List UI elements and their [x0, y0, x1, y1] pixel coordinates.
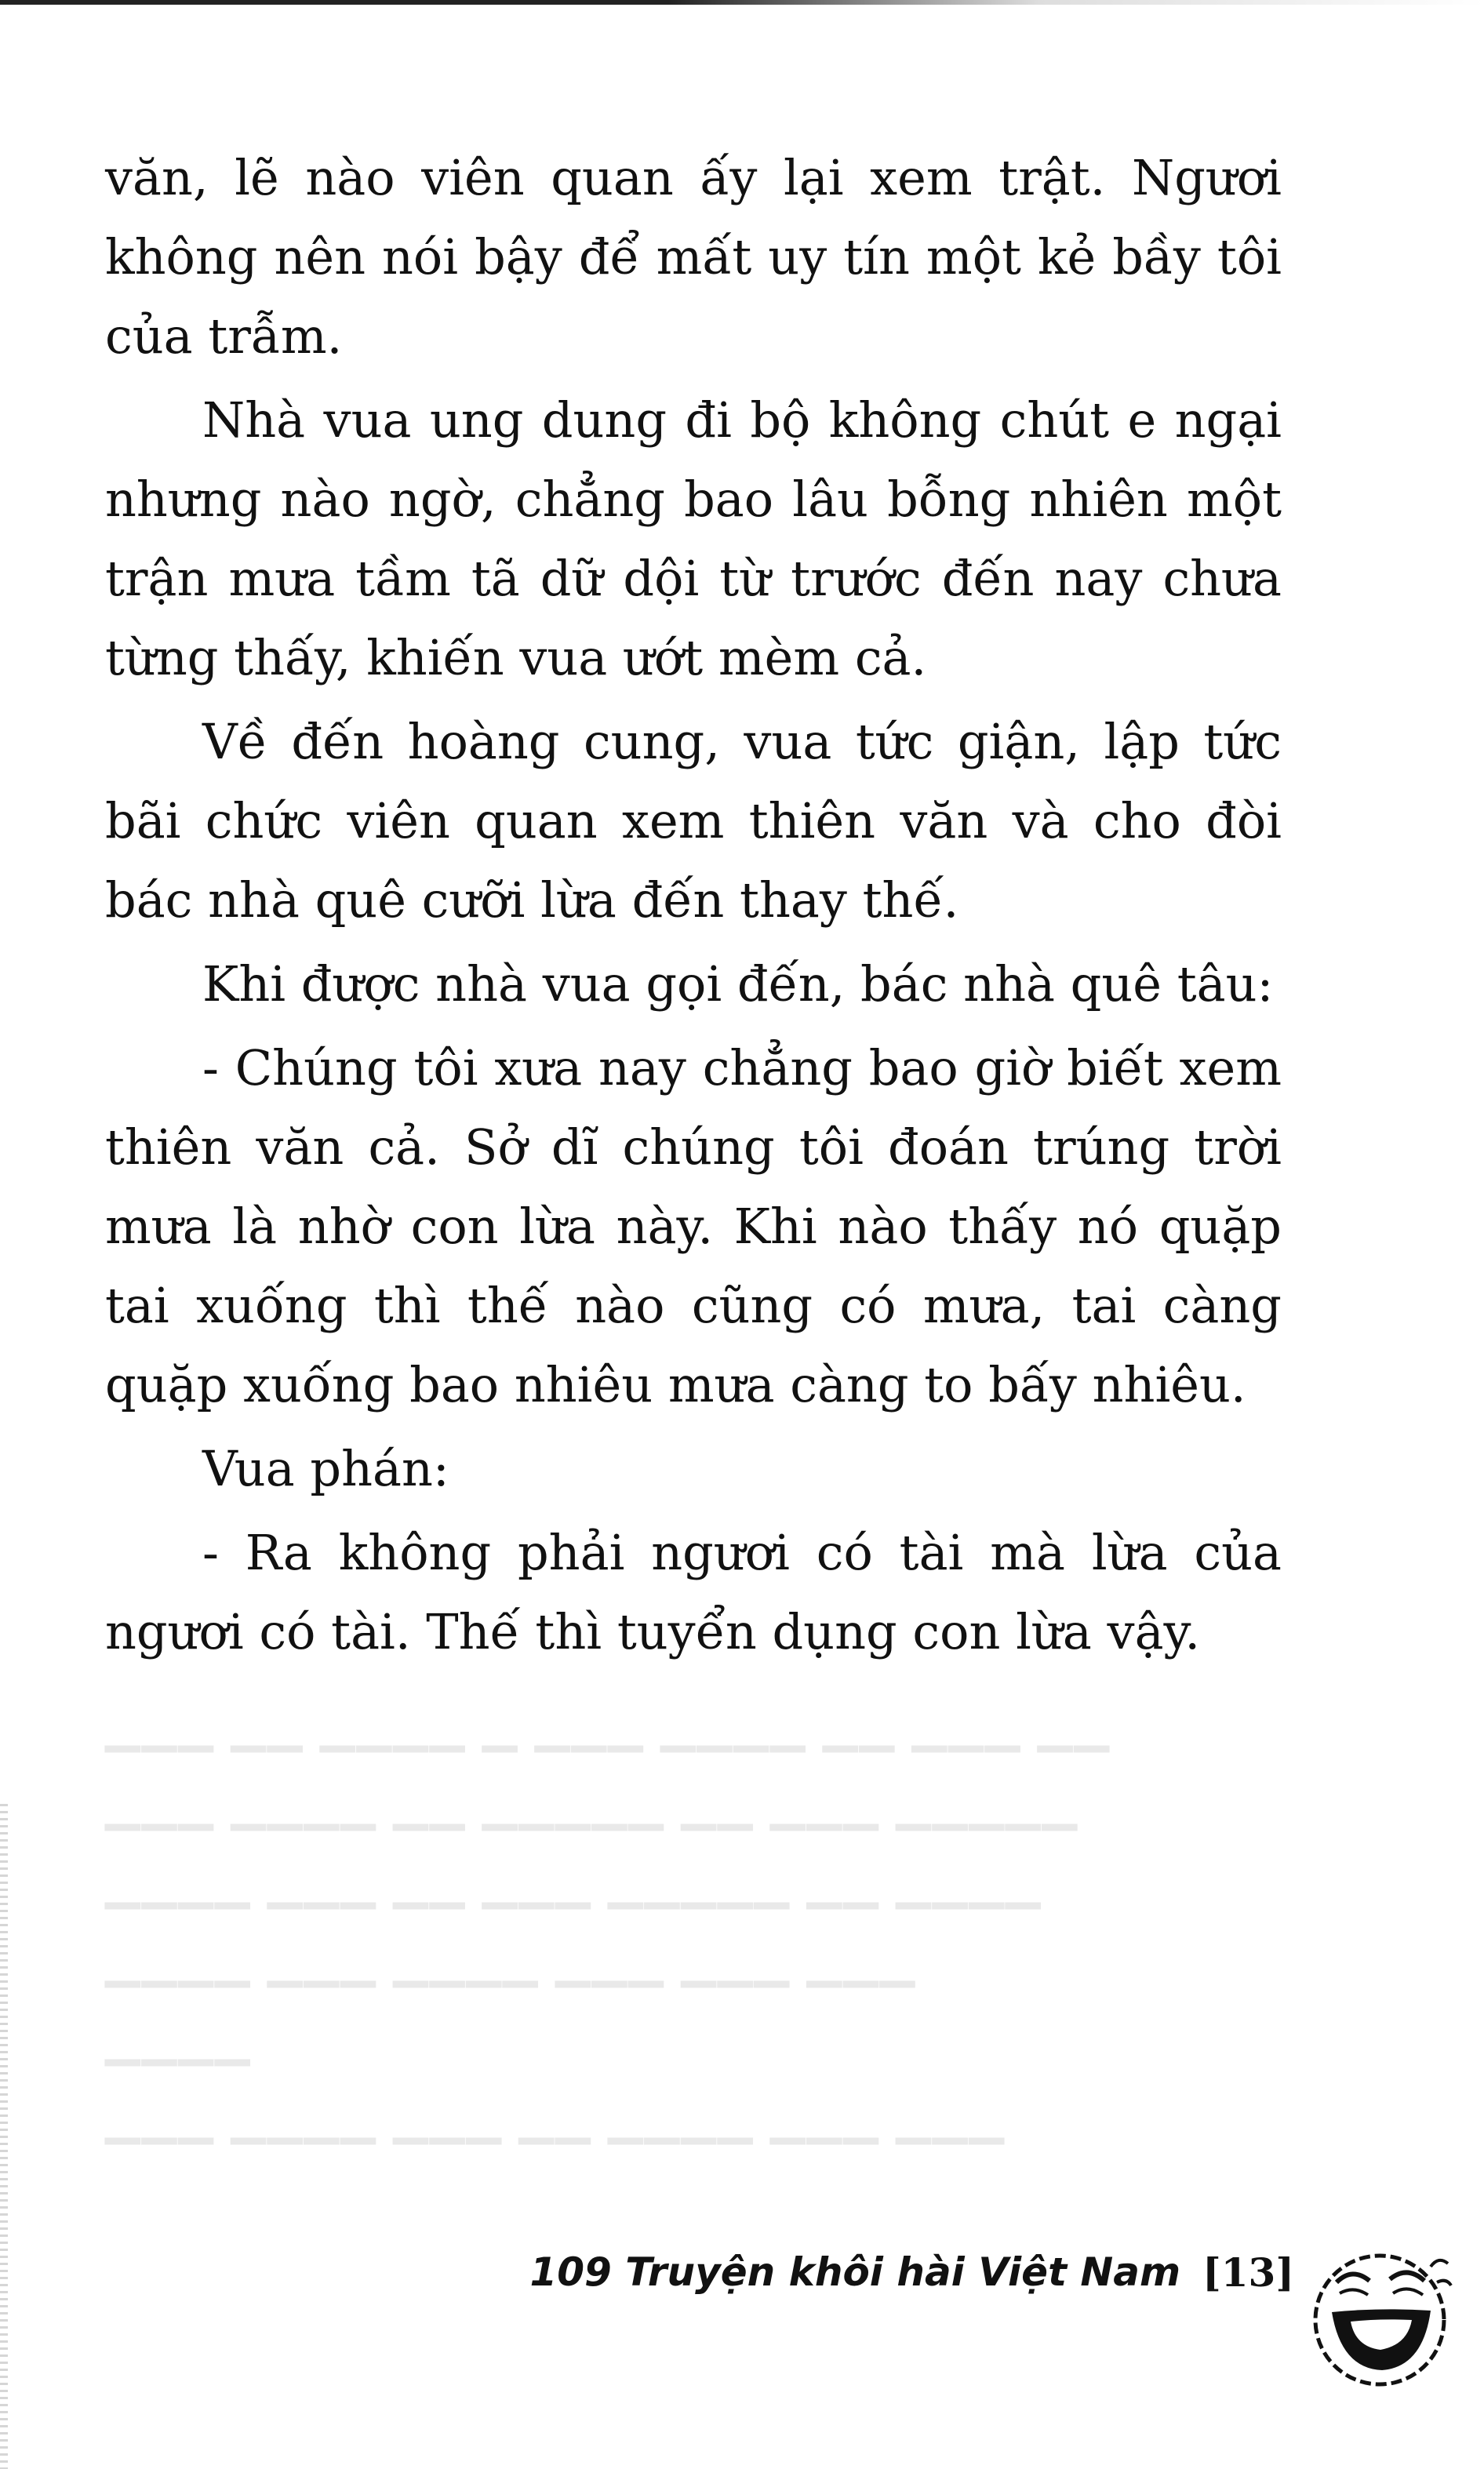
paragraph-3: Về đến hoàng cung, vua tức giận, lập tức bãi chức viên quan xem thiên văn và cho đòi bác nhà quê cưỡi lừa đến thay thế.	[105, 713, 1282, 929]
laughing-face-icon	[1305, 2235, 1454, 2392]
paragraph-6: Vua phán:	[202, 1440, 449, 1497]
page-number: [13]	[1202, 2249, 1294, 2296]
story-text	[105, 138, 1282, 1676]
show-through-bleed: ▁▁▁ ▁▁ ▁▁▁▁ ▁ ▁▁▁ ▁▁▁▁ ▁▁ ▁▁▁ ▁▁ ▁▁▁ ▁▁▁▁ ▁▁ ▁▁▁▁▁ ▁▁ ▁▁▁ ▁▁▁▁▁ ▁▁▁▁ ▁▁▁ ▁▁ ▁▁▁ ▁▁▁▁▁ ▁▁ ▁▁▁▁ ▁▁▁▁ ▁▁▁ ▁▁▁▁ ▁▁▁ ▁▁▁ ▁▁▁ ▁▁▁▁ ▁▁▁ ▁▁▁▁ ▁▁▁ ▁▁ ▁▁▁▁ ▁▁▁ ▁▁▁	[105, 1699, 1111, 2144]
page-footer	[471, 2237, 1294, 2307]
paragraph-5: - Chúng tôi xưa nay chẳng bao giờ biết xem thiên văn cả. Sở dĩ chúng tôi đoán trúng trời mưa là nhờ con lừa này. Khi nào thấy nó quặp tai xuống thì thế nào cũng có mưa, tai càng quặp xuống bao nhiêu mưa càng to bấy nhiêu.	[105, 1039, 1282, 1413]
book-title: 109 Truyện khôi hài Việt Nam	[529, 2249, 1181, 2295]
top-edge-rule	[0, 0, 1484, 5]
page-binding-edge	[0, 1804, 8, 2469]
paragraph-2: Nhà vua ung dung đi bộ không chút e ngại nhưng nào ngờ, chẳng bao lâu bỗng nhiên một trận mưa tầm tã dữ dội từ trước đến nay chưa từng thấy, khiến vua ướt mèm cả.	[105, 391, 1282, 686]
paragraph-1: văn, lẽ nào viên quan ấy lại xem trật. Ngươi không nên nói bậy để mất uy tín một kẻ bầy tôi của trẫm.	[105, 149, 1282, 365]
paragraph-7: - Ra không phải ngươi có tài mà lừa của ngươi có tài. Thế thì tuyển dụng con lừa vậy.	[105, 1524, 1282, 1660]
paragraph-4: Khi được nhà vua gọi đến, bác nhà quê tâu:	[202, 955, 1274, 1013]
